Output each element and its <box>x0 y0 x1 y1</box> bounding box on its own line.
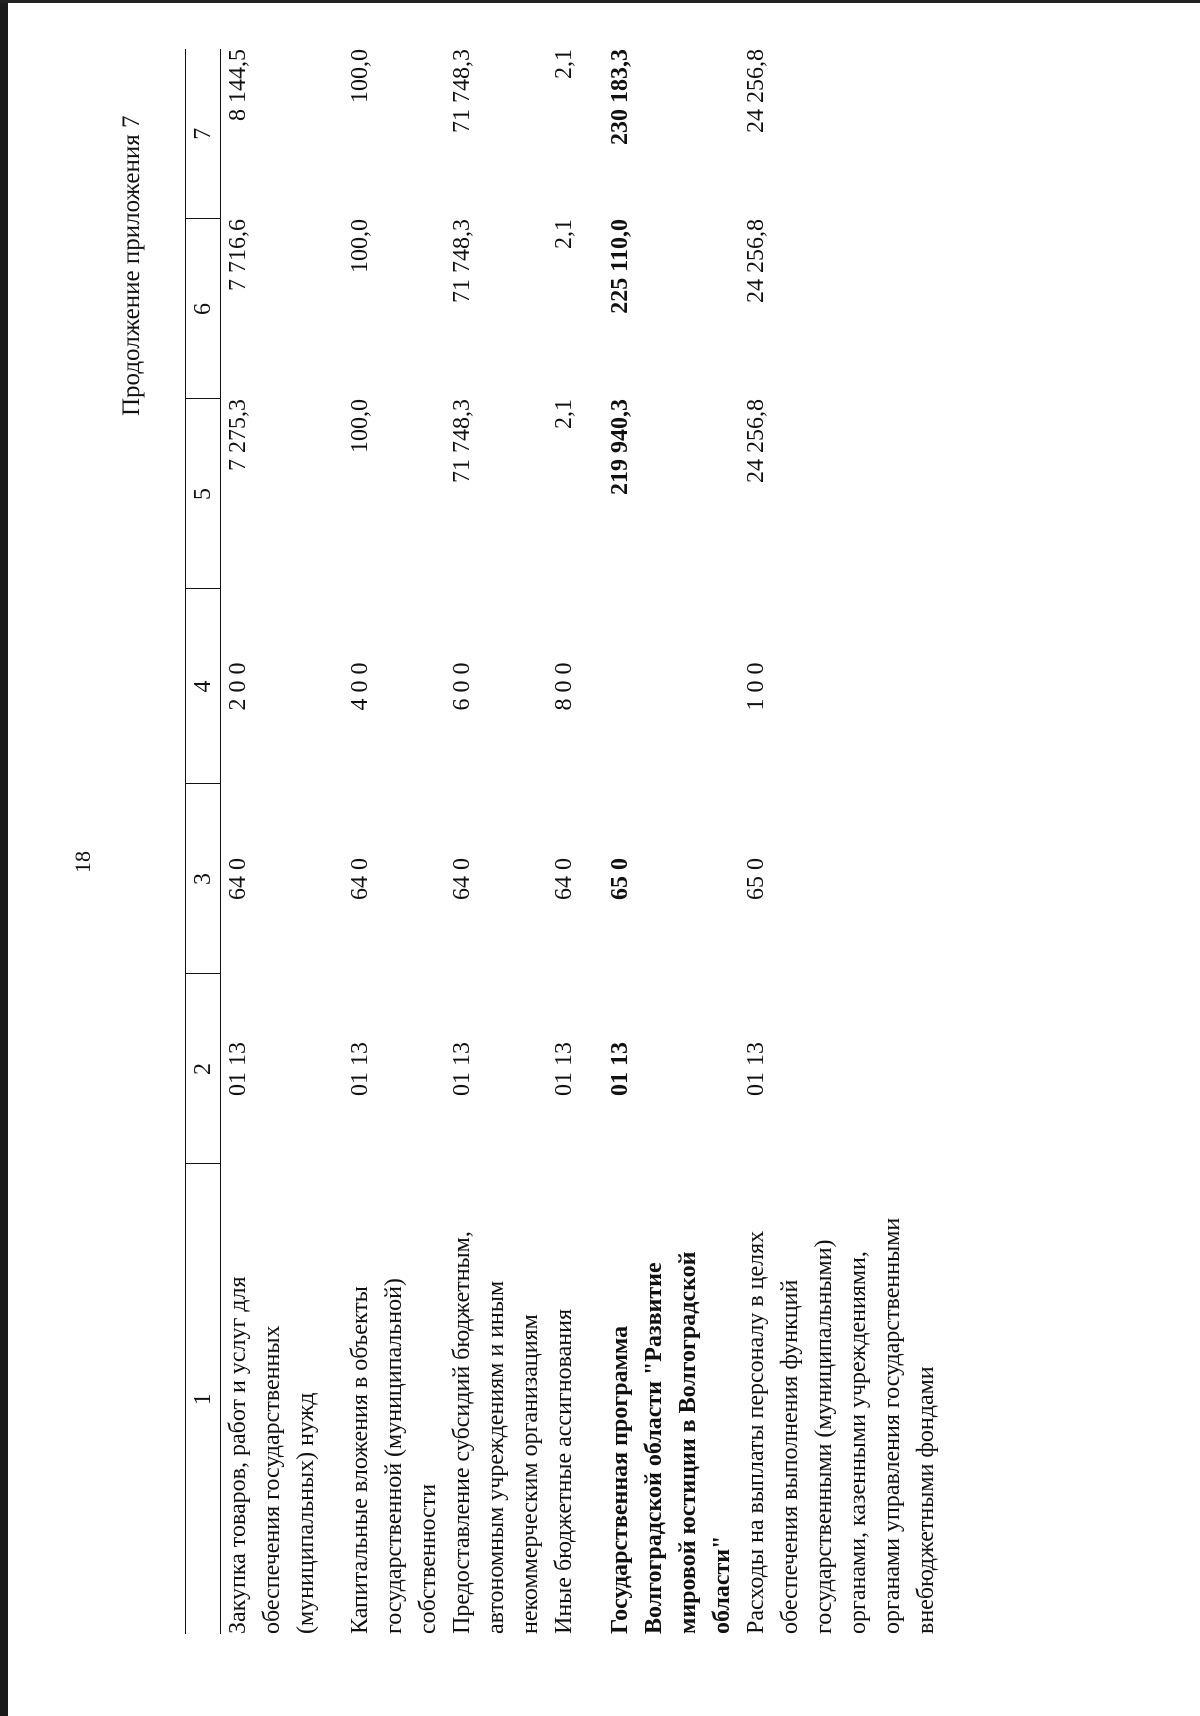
amount-col5: 7 275,3 <box>225 399 251 471</box>
section-code: 01 13 <box>550 1042 577 1096</box>
column-header: 4 <box>186 589 221 784</box>
expense-type-code: 8 0 0 <box>550 662 577 711</box>
amount-col6: 225 110,0 <box>606 219 633 314</box>
row-name: Иные бюджетные ассигнования <box>550 1309 577 1634</box>
expense-type-code: 6 0 0 <box>448 662 475 711</box>
section-code: 01 13 <box>742 1042 769 1096</box>
row-name: Капитальные вложения в объекты государственной (муниципальной) собственности <box>346 1278 441 1634</box>
expense-type-code: 1 0 0 <box>742 662 769 711</box>
amount-col5: 24 256,8 <box>742 399 769 483</box>
expense-type-code: 4 0 0 <box>346 662 373 711</box>
row-name: Закупка товаров, работ и услуг для обеспечения государственных (муниципальных) нужд <box>225 1276 319 1634</box>
amount-col5: 71 748,3 <box>448 399 475 483</box>
table-row <box>221 49 343 1634</box>
section-code: 01 13 <box>606 1042 633 1096</box>
amount-col5: 2,1 <box>550 399 577 429</box>
budget-table <box>185 49 943 1634</box>
amount-col6: 100,0 <box>346 219 373 273</box>
continuation-note: Продолжение приложения 7 <box>118 115 145 416</box>
amount-col7: 230 183,3 <box>606 49 633 145</box>
amount-col6: 7 716,6 <box>225 219 251 291</box>
row-name: Расходы на выплаты персоналу в целях обеспечения выполнения функций государственными (муниципальными) органами, казенными учреждениями, органами управления государственными внебюджетными фондами <box>742 1217 939 1634</box>
table-row <box>445 49 547 1634</box>
column-header: 3 <box>186 784 221 974</box>
expense-type-code <box>581 589 739 784</box>
table-row <box>343 49 445 1634</box>
table-header-row <box>186 49 221 1634</box>
row-name: Государственная программа Волгоградской области "Развитие мировой юстиции в Волгоградской области" <box>606 1251 735 1634</box>
table-row <box>547 49 581 1634</box>
row-name: Предоставление субсидий бюджетным, автономным учреждениям и иным некоммерческим организациям <box>448 1231 543 1634</box>
amount-col7: 8 144,5 <box>225 49 251 121</box>
amount-col7: 100,0 <box>346 49 373 103</box>
amount-col6: 24 256,8 <box>742 219 769 303</box>
amount-col7: 2,1 <box>550 49 577 79</box>
program-code: 65 0 <box>606 858 633 900</box>
section-code: 01 13 <box>225 1042 251 1096</box>
amount-col5: 219 940,3 <box>606 399 633 495</box>
program-code: 64 0 <box>550 858 577 900</box>
amount-col5: 100,0 <box>346 399 373 453</box>
column-header: 5 <box>186 399 221 589</box>
amount-col7: 71 748,3 <box>448 49 475 133</box>
program-code: 65 0 <box>742 858 769 900</box>
table-row-program <box>581 49 739 1634</box>
section-code: 01 13 <box>448 1042 475 1096</box>
expense-type-code: 2 0 0 <box>225 662 251 711</box>
section-code: 01 13 <box>346 1042 373 1096</box>
column-header: 7 <box>186 49 221 219</box>
page-number: 18 <box>70 851 95 873</box>
amount-col6: 71 748,3 <box>448 219 475 303</box>
amount-col6: 2,1 <box>550 219 577 249</box>
column-header: 6 <box>186 219 221 399</box>
amount-col7: 24 256,8 <box>742 49 769 133</box>
program-code: 64 0 <box>225 858 251 900</box>
column-header: 1 <box>186 1164 221 1634</box>
column-header: 2 <box>186 974 221 1164</box>
program-code: 64 0 <box>448 858 475 900</box>
table-row <box>739 49 943 1634</box>
program-code: 64 0 <box>346 858 373 900</box>
